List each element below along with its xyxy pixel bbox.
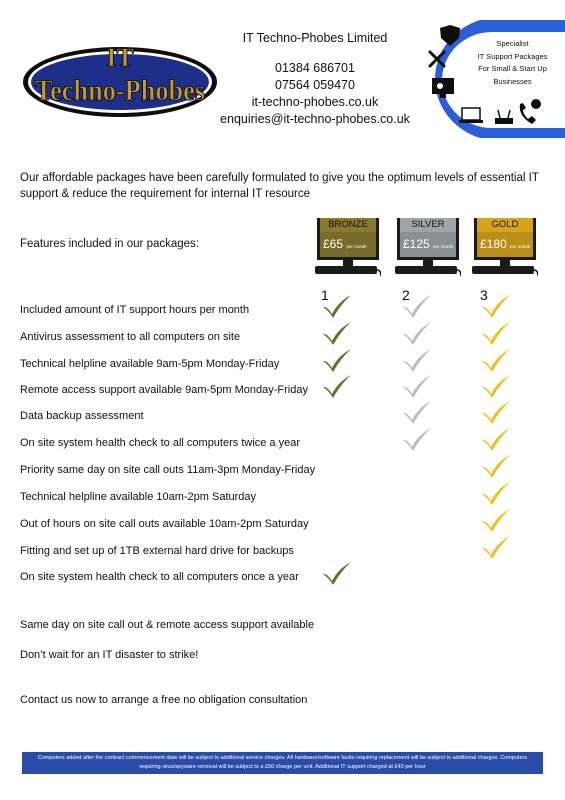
package-gold-name: GOLD — [491, 219, 519, 230]
tagline-warning: Don’t wait for an IT disaster to strike! — [20, 649, 199, 661]
silver-hours-number: 2 — [402, 287, 410, 303]
badge-line: IT Support Packages — [477, 51, 548, 61]
badge-line: Specialist — [496, 39, 529, 48]
phone-2: 07564 059470 — [275, 78, 355, 92]
package-bronze-amount: £65 — [323, 237, 344, 251]
gold-check-icon — [481, 508, 511, 532]
gold-check-icon — [481, 348, 511, 372]
gold-check-icon — [481, 294, 511, 318]
company-name: IT Techno-Phobes Limited — [242, 31, 388, 45]
feature-label: Technical helpline available 10am-2pm Saturday — [20, 491, 257, 503]
gold-hours-number: 3 — [480, 287, 488, 303]
package-silver-price — [400, 232, 456, 257]
feature-row — [20, 327, 540, 347]
feature-label: Out of hours on site call outs available 10am-2pm Saturday — [20, 518, 309, 530]
specialist-badge — [420, 20, 565, 140]
silver-check-icon — [402, 348, 432, 372]
features-label: Features included in our packages: — [20, 238, 199, 250]
feature-row — [20, 541, 540, 561]
feature-row — [20, 354, 540, 374]
feature-label: Technical helpline available 9am-5pm Monday-Friday — [20, 358, 280, 370]
package-silver-name: SILVER — [411, 219, 445, 230]
gold-check-icon — [481, 374, 511, 398]
footer-terms: Computers added after the contract commencement date will be subject to additional service charges. All hardware/software faults requiring replacement will be subject to additional charges. Computers requiring virus/spyware removal will be subject to a £50 charge per unit. Additional IT support charged at £40 per hour — [22, 752, 543, 774]
feature-label: Fitting and set up of 1TB external hard drive for backups — [20, 545, 294, 557]
gold-check-icon — [481, 427, 511, 451]
package-silver-period: per month — [433, 244, 454, 249]
feature-row — [20, 406, 540, 426]
gold-check-icon — [481, 535, 511, 559]
package-gold — [472, 218, 538, 280]
badge-line: Businesses — [493, 76, 532, 86]
contact-block — [215, 30, 415, 128]
website-link[interactable]: it-techno-phobes.co.uk — [251, 95, 379, 109]
package-bronze-period: per month — [346, 244, 367, 249]
feature-row — [20, 567, 540, 587]
package-silver-amount: £125 — [403, 237, 430, 251]
laptop-icon — [459, 108, 483, 123]
feature-row — [20, 487, 540, 507]
gold-check-icon — [481, 454, 511, 478]
gold-check-icon — [481, 481, 511, 505]
email-link[interactable]: enquiries@it-techno-phobes.co.uk — [220, 112, 410, 126]
silver-check-icon — [402, 374, 432, 398]
feature-row — [20, 287, 540, 320]
silver-check-icon — [402, 400, 432, 424]
silver-check-icon — [402, 321, 432, 345]
silver-check-icon — [402, 294, 432, 318]
package-silver — [395, 218, 461, 280]
gold-check-icon — [481, 321, 511, 345]
package-gold-period: per month — [510, 244, 531, 249]
feature-row — [20, 460, 540, 480]
intro-paragraph: Our affordable packages have been carefully formulated to give you the optimum levels of essential IT support & reduce the requirement for internal IT resource — [20, 172, 539, 200]
package-gold-amount: £180 — [480, 237, 507, 251]
bronze-check-icon — [322, 348, 352, 372]
feature-label: On site system health check to all computers twice a year — [20, 437, 301, 449]
bronze-check-icon — [322, 294, 352, 318]
tagline-callout: Same day on site call out & remote access support available — [20, 619, 315, 631]
logo-it-text: IT — [106, 43, 134, 72]
feature-row — [20, 514, 540, 534]
phone-1: 01384 686701 — [275, 61, 355, 75]
package-bronze-name: BRONZE — [328, 219, 368, 230]
bronze-check-icon — [322, 374, 352, 398]
company-logo — [20, 40, 220, 120]
feature-label: Antivirus assessment to all computers on site — [20, 331, 241, 343]
feature-row — [20, 433, 540, 453]
bronze-check-icon — [322, 321, 352, 345]
bronze-hours-number: 1 — [321, 287, 329, 303]
feature-label: Priority same day on site call outs 11am-3pm Monday-Friday — [20, 464, 316, 476]
logo-name-text: Techno-Phobes — [35, 74, 205, 107]
silver-check-icon — [402, 427, 432, 451]
feature-label: Data backup assessment — [20, 410, 144, 422]
gold-check-icon — [481, 400, 511, 424]
package-gold-price — [477, 232, 533, 257]
package-bronze-price — [320, 232, 376, 257]
feature-label: On site system health check to all computers once a year — [20, 571, 299, 583]
badge-line: For Small & Start Up — [478, 64, 547, 73]
feature-label: Included amount of IT support hours per month — [20, 304, 250, 316]
package-bronze — [315, 218, 381, 280]
badge-text — [460, 38, 565, 88]
bronze-check-icon — [322, 561, 352, 585]
feature-label: Remote access support available 9am-5pm Monday-Friday — [20, 384, 308, 396]
feature-row — [20, 380, 540, 400]
contact-cta: Contact us now to arrange a free no obligation consultation — [20, 694, 308, 706]
